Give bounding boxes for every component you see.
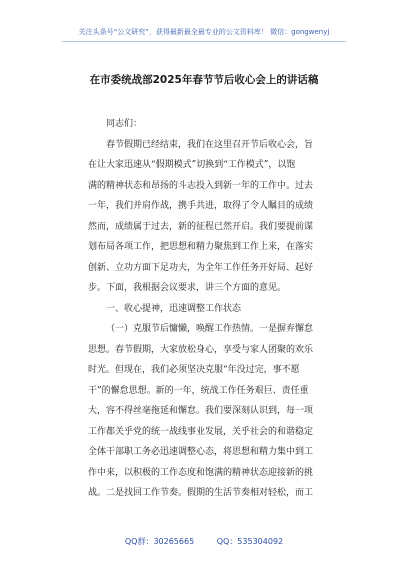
paragraph-line: 大，容不得丝毫拖延和懈怠。我们要深刻认识到，每一项 (88, 406, 314, 416)
paragraph-line: 全体干部职工务必迅速调整心态，将思想和精力集中到工 (88, 447, 314, 457)
paragraph-line: 满的精神状态和昂扬的斗志投入到新一年的工作中。过去 (88, 180, 314, 191)
paragraph-line: 划布局各项工作，把思想和精力聚焦到工作上来，在落实 (88, 242, 314, 252)
paragraph-line: 春节假期已经结束，我们在这里召开节后收心会，旨 (106, 139, 314, 150)
paragraph-line: 思想。春节假期，大家放松身心，享受与家人团聚的欢乐 (88, 344, 314, 355)
document-title: 在市委统战部2025年春节节后收心会上的讲话稿 (89, 74, 319, 86)
paragraph-line: 在让大家迅速从“假期模式”切换到“工作模式”，以饱 (88, 160, 296, 170)
paragraph-line: 作中来，以积极的工作态度和饱满的精神状态迎接新的挑 (88, 467, 314, 478)
footer-qq-group: QQ群：30265665 (124, 537, 195, 546)
paragraph-line: 然而，成绩属于过去，新的征程已然开启。我们要提前谋 (88, 221, 314, 232)
footer-contact (0, 536, 408, 547)
paragraph-line: 时光。但现在，我们必须坚决克服“年没过完，事不愿 (88, 365, 300, 375)
paragraph-line: 战。二是找回工作节奏。假期的生活节奏相对轻松，而工 (88, 488, 314, 498)
paragraph-line: 创新、立功方面下足功夫，为全年工作任务开好局、起好 (88, 262, 314, 273)
paragraph-line: 步。下面，我根据会议要求，讲三个方面的意见。 (88, 283, 287, 293)
header-note: 关注头条号“公文研究”，获得最新最全最专业的公文资料库！ 微信：gongwenyj (78, 28, 330, 36)
paragraph-line: 工作都关乎党的统一战线事业发展，关乎社会的和谐稳定 (88, 426, 314, 437)
paragraph-line: 干”的懈怠思想。新的一年，统战工作任务艰巨、责任重 (88, 385, 309, 396)
salutation: 同志们： (106, 119, 143, 129)
paragraph-line: （一）克服节后慵懒，唤醒工作热情。一是摒弃懈怠 (106, 324, 314, 334)
section-heading: 一、收心提神，迅速调整工作状态 (106, 303, 242, 314)
header-divider (62, 41, 346, 42)
paragraph-line: 一年，我们并肩作战，携手共进，取得了令人瞩目的成绩 (88, 201, 314, 211)
document-body (88, 114, 332, 504)
footer-qq-number: QQ：535304092 (216, 537, 284, 546)
